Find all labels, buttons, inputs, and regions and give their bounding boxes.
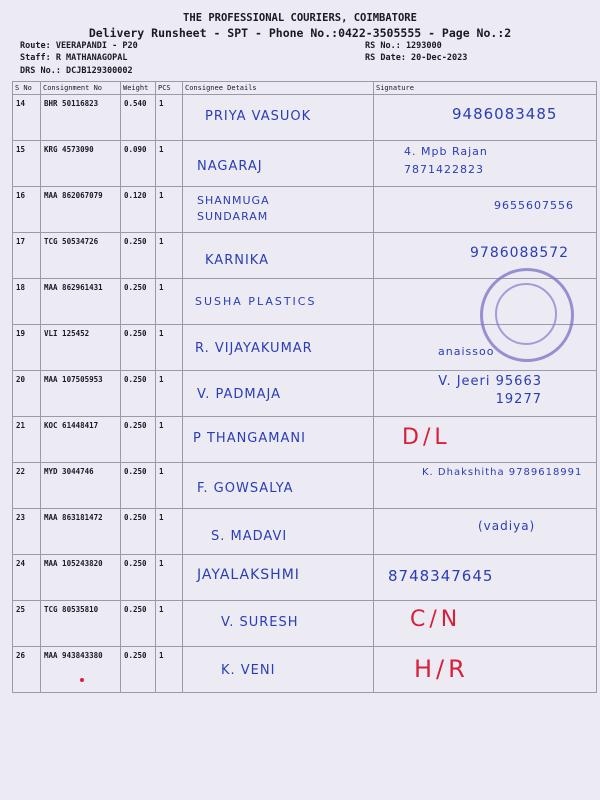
consignee-handwriting: V. SURESH bbox=[221, 615, 299, 630]
consignment-cell: MAA 862067079 bbox=[41, 187, 121, 233]
weight-cell: 0.540 bbox=[121, 95, 156, 141]
weight-cell: 0.250 bbox=[121, 417, 156, 463]
signature-handwriting: 9486083485 bbox=[452, 105, 558, 123]
sno-cell: 20 bbox=[13, 371, 41, 417]
table-row bbox=[13, 647, 597, 693]
pcs-cell: 1 bbox=[156, 601, 183, 647]
consignee-handwriting: F. GOWSALYA bbox=[197, 481, 294, 496]
consignee-cell bbox=[183, 601, 374, 647]
consignee-handwriting: JAYALAKSHMI bbox=[197, 567, 300, 583]
table-row bbox=[13, 417, 597, 463]
signature-handwriting: 9786088572 bbox=[470, 245, 570, 261]
signature-handwriting: D/L bbox=[402, 425, 451, 450]
weight-cell: 0.250 bbox=[121, 463, 156, 509]
rs-date: RS Date: 20-Dec-2023 bbox=[365, 53, 468, 63]
signature-handwriting: V. Jeeri 95663 19277 bbox=[438, 374, 542, 407]
signature-handwriting: 8748347645 bbox=[388, 567, 494, 585]
sno-cell: 25 bbox=[13, 601, 41, 647]
pcs-cell: 1 bbox=[156, 141, 183, 187]
col-consignment: Consignment No bbox=[41, 82, 121, 95]
weight-cell: 0.250 bbox=[121, 371, 156, 417]
pcs-cell: 1 bbox=[156, 509, 183, 555]
sno-cell: 21 bbox=[13, 417, 41, 463]
consignee-cell bbox=[183, 647, 374, 693]
consignee-handwriting: P THANGAMANI bbox=[193, 431, 306, 446]
consignee-cell bbox=[183, 141, 374, 187]
sno-cell: 16 bbox=[13, 187, 41, 233]
signature-cell bbox=[374, 417, 597, 463]
consignee-cell bbox=[183, 371, 374, 417]
signature-handwriting: 9655607556 bbox=[494, 199, 574, 212]
signature-cell bbox=[374, 463, 597, 509]
consignee-handwriting: K. VENI bbox=[221, 663, 276, 678]
signature-handwriting: anaissoo bbox=[438, 345, 495, 358]
staff-label: Staff: R MATHANAGOPAL bbox=[20, 53, 128, 63]
pcs-cell: 1 bbox=[156, 325, 183, 371]
signature-cell bbox=[374, 601, 597, 647]
consignment-cell: VLI 125452 bbox=[41, 325, 121, 371]
sno-cell: 22 bbox=[13, 463, 41, 509]
sno-cell: 17 bbox=[13, 233, 41, 279]
sno-cell: 14 bbox=[13, 95, 41, 141]
pcs-cell: 1 bbox=[156, 647, 183, 693]
weight-cell: 0.120 bbox=[121, 187, 156, 233]
sno-cell: 26 bbox=[13, 647, 41, 693]
consignee-cell bbox=[183, 187, 374, 233]
weight-cell: 0.250 bbox=[121, 233, 156, 279]
sno-cell: 23 bbox=[13, 509, 41, 555]
consignee-handwriting: R. VIJAYAKUMAR bbox=[195, 341, 313, 356]
table-row bbox=[13, 601, 597, 647]
runsheet-subtitle: Delivery Runsheet - SPT - Phone No.:0422-3505555 - Page No.:2 bbox=[88, 26, 512, 40]
consignee-cell bbox=[183, 95, 374, 141]
pcs-cell: 1 bbox=[156, 371, 183, 417]
consignee-handwriting: S. MADAVI bbox=[211, 529, 288, 544]
weight-cell: 0.090 bbox=[121, 141, 156, 187]
consignment-cell: TCG 80535810 bbox=[41, 601, 121, 647]
table-row bbox=[13, 371, 597, 417]
route-label: Route: VEERAPANDI - P20 bbox=[20, 41, 138, 51]
signature-cell bbox=[374, 371, 597, 417]
company-stamp bbox=[480, 268, 574, 362]
consignee-cell bbox=[183, 463, 374, 509]
consignee-cell bbox=[183, 417, 374, 463]
signature-handwriting: 4. Mpb Rajan 7871422823 bbox=[404, 145, 488, 176]
table-row bbox=[13, 141, 597, 187]
ink-mark bbox=[80, 678, 84, 682]
consignment-cell: MAA 107505953 bbox=[41, 371, 121, 417]
consignee-cell bbox=[183, 325, 374, 371]
consignee-handwriting: KARNIKA bbox=[205, 253, 269, 268]
consignment-cell: TCG 50534726 bbox=[41, 233, 121, 279]
table-row bbox=[13, 555, 597, 601]
col-sno: S No bbox=[13, 82, 41, 95]
signature-cell bbox=[374, 233, 597, 279]
pcs-cell: 1 bbox=[156, 463, 183, 509]
weight-cell: 0.250 bbox=[121, 509, 156, 555]
weight-cell: 0.250 bbox=[121, 555, 156, 601]
weight-cell: 0.250 bbox=[121, 279, 156, 325]
pcs-cell: 1 bbox=[156, 187, 183, 233]
weight-cell: 0.250 bbox=[121, 647, 156, 693]
signature-cell bbox=[374, 555, 597, 601]
drs-label: DRS No.: DCJB129300002 bbox=[20, 66, 133, 76]
table-header-row bbox=[13, 82, 597, 95]
col-pcs: PCS bbox=[156, 82, 183, 95]
consignment-cell: BHR 50116823 bbox=[41, 95, 121, 141]
pcs-cell: 1 bbox=[156, 555, 183, 601]
consignment-cell: MAA 863181472 bbox=[41, 509, 121, 555]
consignee-cell bbox=[183, 555, 374, 601]
consignee-cell bbox=[183, 509, 374, 555]
consignment-cell: MAA 862961431 bbox=[41, 279, 121, 325]
consignment-cell: MYD 3044746 bbox=[41, 463, 121, 509]
col-signature: Signature bbox=[374, 82, 597, 95]
consignee-handwriting: PRIYA VASUOK bbox=[205, 109, 312, 124]
company-title: THE PROFESSIONAL COURIERS, COIMBATORE bbox=[183, 12, 417, 24]
sno-cell: 19 bbox=[13, 325, 41, 371]
sno-cell: 24 bbox=[13, 555, 41, 601]
signature-cell bbox=[374, 509, 597, 555]
consignee-handwriting: V. PADMAJA bbox=[197, 387, 282, 402]
pcs-cell: 1 bbox=[156, 279, 183, 325]
signature-cell bbox=[374, 647, 597, 693]
table-row bbox=[13, 463, 597, 509]
signature-handwriting: H/R bbox=[414, 655, 469, 683]
pcs-cell: 1 bbox=[156, 233, 183, 279]
sno-cell: 15 bbox=[13, 141, 41, 187]
consignment-cell: MAA 943843380 bbox=[41, 647, 121, 693]
col-weight: Weight bbox=[121, 82, 156, 95]
rs-number: RS No.: 1293000 bbox=[365, 41, 442, 51]
col-consignee: Consignee Details bbox=[183, 82, 374, 95]
table-row bbox=[13, 187, 597, 233]
consignee-cell bbox=[183, 233, 374, 279]
signature-handwriting: (vadiya) bbox=[478, 519, 536, 533]
signature-handwriting: K. Dhakshitha 9789618991 bbox=[422, 467, 583, 478]
consignee-cell bbox=[183, 279, 374, 325]
signature-cell bbox=[374, 187, 597, 233]
consignment-cell: KOC 61448417 bbox=[41, 417, 121, 463]
consignee-handwriting: NAGARAJ bbox=[197, 159, 263, 174]
consignment-cell: MAA 105243820 bbox=[41, 555, 121, 601]
table-row bbox=[13, 95, 597, 141]
consignee-handwriting: SUSHA PLASTICS bbox=[195, 295, 317, 308]
weight-cell: 0.250 bbox=[121, 325, 156, 371]
consignee-handwriting: SHANMUGA SUNDARAM bbox=[197, 194, 270, 223]
table-row bbox=[13, 509, 597, 555]
signature-cell bbox=[374, 141, 597, 187]
consignment-cell: KRG 4573090 bbox=[41, 141, 121, 187]
signature-cell bbox=[374, 95, 597, 141]
runsheet-table bbox=[12, 81, 597, 693]
signature-handwriting: C/N bbox=[410, 607, 462, 632]
pcs-cell: 1 bbox=[156, 95, 183, 141]
sno-cell: 18 bbox=[13, 279, 41, 325]
weight-cell: 0.250 bbox=[121, 601, 156, 647]
pcs-cell: 1 bbox=[156, 417, 183, 463]
